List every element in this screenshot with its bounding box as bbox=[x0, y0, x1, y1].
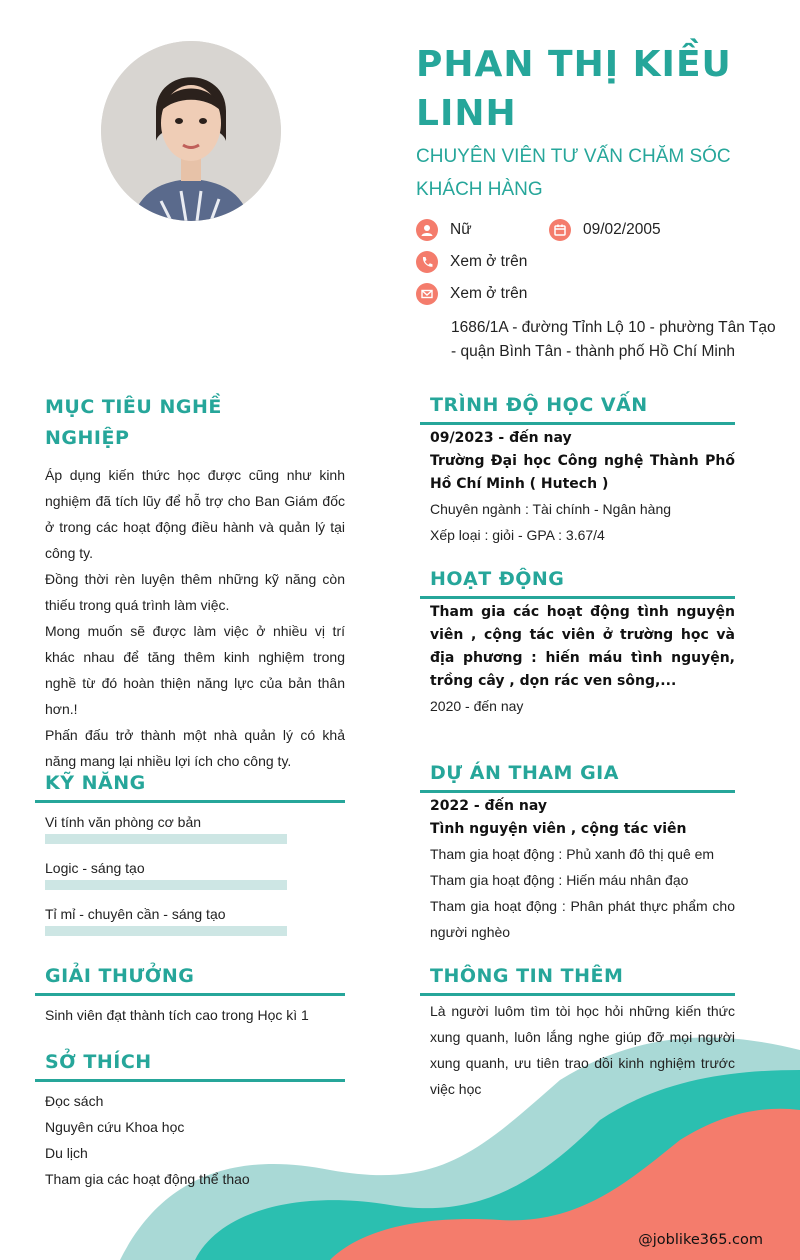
phone-icon bbox=[416, 251, 438, 273]
award-item: Sinh viên đạt thành tích cao trong Học kì 1 bbox=[45, 1007, 309, 1023]
birthday-row bbox=[549, 219, 661, 241]
phone-row bbox=[416, 251, 527, 273]
phone-value: Xem ở trên bbox=[450, 253, 528, 270]
extra-info-title: THÔNG TIN THÊM bbox=[430, 965, 624, 987]
school-name: Trường Đại học Công nghệ Thành Phố Hồ Chí Minh ( Hutech ) bbox=[430, 453, 735, 492]
education-major: Chuyên ngành : Tài chính - Ngân hàng bbox=[430, 501, 672, 517]
extra-info-text: Là người luôm tìm tòi học hỏi những kiến thức xung quanh, luôn lắng nghe giúp đỡ mọi người xung quanh, ưu tiên trao dồi kinh nghiệm trước việc học bbox=[430, 1003, 735, 1097]
hobbies-section bbox=[35, 1047, 345, 1192]
education-grade: Xếp loại : giỏi - GPA : 3.67/4 bbox=[430, 527, 605, 543]
project-role: Tình nguyện viên , cộng tác viên bbox=[430, 821, 687, 837]
profile-photo bbox=[101, 41, 281, 221]
resume-header bbox=[416, 40, 786, 206]
education-section bbox=[420, 390, 735, 548]
address-value: 1686/1A - đường Tỉnh Lộ 10 - phường Tân Tạo - quận Bình Tân - thành phố Hồ Chí Minh bbox=[451, 319, 776, 360]
skills-section bbox=[35, 768, 345, 946]
skill-name: Logic - sáng tạo bbox=[45, 860, 145, 876]
project-item: Tham gia hoạt động : Phân phát thực phẩm cho người nghèo bbox=[430, 898, 735, 940]
skill-name: Tỉ mỉ - chuyên cần - sáng tạo bbox=[45, 906, 226, 922]
education-period: 09/2023 - đến nay bbox=[430, 430, 572, 446]
section-divider bbox=[420, 993, 735, 996]
section-divider bbox=[420, 790, 735, 793]
gender-row bbox=[416, 219, 472, 241]
projects-section bbox=[420, 758, 735, 945]
objective-paragraph: Đồng thời rèn luyện thêm những kỹ năng còn thiếu trong quá trình làm việc. bbox=[45, 571, 345, 613]
hobby-item: Nguyên cứu Khoa học bbox=[45, 1119, 185, 1135]
section-divider bbox=[420, 422, 735, 425]
skill-item bbox=[45, 810, 345, 844]
activities-section bbox=[420, 564, 735, 719]
hobbies-title: SỞ THÍCH bbox=[45, 1051, 152, 1073]
section-divider bbox=[420, 596, 735, 599]
email-value: Xem ở trên bbox=[450, 285, 528, 302]
gender-value: Nữ bbox=[450, 221, 472, 238]
section-divider bbox=[35, 1079, 345, 1082]
objective-paragraph: Phấn đấu trở thành một nhà quản lý có khả năng mang lại nhiều lợi ích cho công ty. bbox=[45, 727, 345, 769]
hobby-item: Tham gia các hoạt động thể thao bbox=[45, 1171, 250, 1187]
activity-period: 2020 - đến nay bbox=[430, 698, 524, 714]
candidate-name: PHAN THỊ KIỀU LINH bbox=[416, 44, 732, 134]
extra-info-section bbox=[420, 961, 735, 1102]
email-row bbox=[416, 283, 527, 305]
awards-section bbox=[35, 961, 345, 1028]
skill-name: Vi tính văn phòng cơ bản bbox=[45, 814, 202, 830]
skill-item bbox=[45, 902, 345, 936]
skill-bar bbox=[45, 834, 287, 844]
section-divider bbox=[35, 993, 345, 996]
skill-bar-fill bbox=[45, 926, 287, 936]
project-item: Tham gia hoạt động : Hiến máu nhân đạo bbox=[430, 872, 689, 888]
activities-title: HOẠT ĐỘNG bbox=[430, 568, 565, 590]
project-item: Tham gia hoạt động : Phủ xanh đô thị quê em bbox=[430, 846, 715, 862]
objective-section bbox=[35, 392, 345, 774]
objective-paragraph: Mong muốn sẽ được làm việc ở nhiều vị trí khác nhau để tăng thêm kinh nghiệm trong nghề từ đó hoàn thiện năng lực của bản thân hơn.! bbox=[45, 623, 345, 717]
skill-bar-fill bbox=[45, 834, 287, 844]
objective-paragraph: Áp dụng kiến thức học được cũng như kinh nghiệm đã tích lũy để hỗ trợ cho Ban Giám đốc ở trong các hoạt động điều hành và quản lý tại công ty. bbox=[45, 467, 345, 561]
mail-icon bbox=[416, 283, 438, 305]
hobby-item: Đọc sách bbox=[45, 1093, 104, 1109]
objective-title: MỤC TIÊU NGHỀ NGHIỆP bbox=[45, 396, 222, 449]
footer-website: @joblike365.com bbox=[638, 1232, 763, 1248]
activity-description: Tham gia các hoạt động tình nguyện viên , cộng tác viên ở trường học và địa phương : hiến máu tình nguyện, trồng cây , dọn rác ven sông,... bbox=[430, 604, 735, 689]
project-period: 2022 - đến nay bbox=[430, 798, 547, 814]
skill-bar bbox=[45, 880, 287, 890]
skills-title: KỸ NĂNG bbox=[45, 772, 146, 794]
education-title: TRÌNH ĐỘ HỌC VẤN bbox=[430, 394, 648, 416]
person-icon bbox=[416, 219, 438, 241]
skill-item bbox=[45, 856, 345, 890]
birthday-value: 09/02/2005 bbox=[583, 221, 661, 238]
hobby-item: Du lịch bbox=[45, 1145, 88, 1161]
job-title: CHUYÊN VIÊN TƯ VẤN CHĂM SÓC KHÁCH HÀNG bbox=[416, 146, 731, 200]
awards-title: GIẢI THƯỞNG bbox=[45, 965, 195, 987]
calendar-icon bbox=[549, 219, 571, 241]
skill-bar-fill bbox=[45, 880, 287, 890]
projects-title: DỰ ÁN THAM GIA bbox=[430, 762, 619, 784]
section-divider bbox=[35, 800, 345, 803]
skill-bar bbox=[45, 926, 287, 936]
